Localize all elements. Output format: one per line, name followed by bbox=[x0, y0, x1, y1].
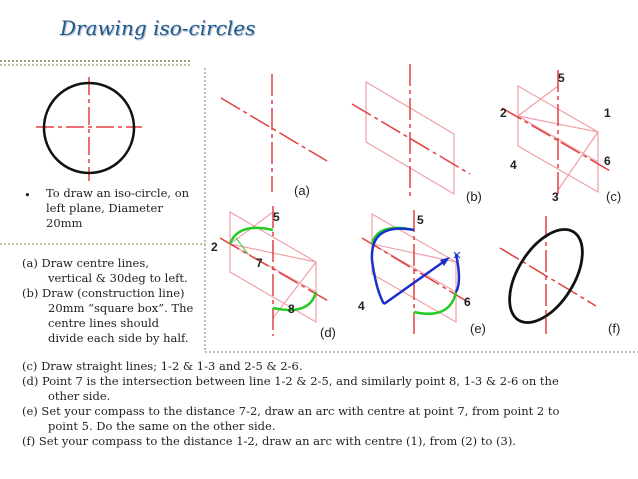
point-label: 4 bbox=[510, 158, 517, 172]
point-label: 5 bbox=[558, 71, 565, 85]
bullet-line: 20mm bbox=[46, 216, 83, 230]
point-label: 4 bbox=[358, 299, 365, 313]
figure-b bbox=[350, 62, 475, 202]
point-label: 2 bbox=[500, 106, 507, 120]
figure-d-label: (d) bbox=[320, 325, 336, 340]
point-label: 6 bbox=[464, 295, 471, 309]
point-label: 6 bbox=[604, 154, 611, 168]
figure-c bbox=[496, 66, 616, 196]
point-label: 1 bbox=[604, 106, 611, 120]
instruction-line: (c) Draw straight lines; 1-2 & 1-3 and 2-5 & 2-6. bbox=[22, 359, 303, 373]
figure-c-label: (c) bbox=[606, 189, 622, 204]
bullet-marker: • bbox=[24, 188, 31, 202]
steps-line: divide each side by half. bbox=[48, 331, 189, 345]
instruction-line: (e) Set your compass to the distance 7-2, draw an arc with centre at point 7, from point 2 to bbox=[22, 404, 560, 418]
instructions bbox=[22, 359, 632, 449]
point-label: 5 bbox=[273, 210, 280, 224]
figure-a-label: (a) bbox=[294, 183, 310, 198]
figure-f bbox=[498, 214, 598, 340]
instruction-line: point 5. Do the same on the other side. bbox=[48, 419, 276, 433]
steps-line: (b) Draw (construction line) bbox=[22, 286, 185, 300]
figure-e bbox=[360, 208, 470, 338]
steps-line: centre lines should bbox=[48, 316, 160, 330]
figure-e-label: (e) bbox=[470, 321, 486, 336]
point-label: 8 bbox=[288, 302, 295, 316]
point-label: 5 bbox=[417, 213, 424, 227]
figure-d bbox=[218, 204, 338, 344]
point-label: 2 bbox=[211, 240, 218, 254]
instruction-line: (f) Set your compass to the distance 1-2, draw an arc with centre (1), from (2) to (3). bbox=[22, 434, 516, 448]
circle-figure bbox=[28, 75, 150, 185]
point-label: 7 bbox=[256, 256, 263, 270]
steps-line: 20mm “square box”. The bbox=[48, 301, 194, 315]
bullet-line: left plane, Diameter bbox=[46, 201, 163, 215]
steps-line: (a) Draw centre lines, bbox=[22, 256, 149, 270]
figure-f-label: (f) bbox=[608, 321, 621, 336]
bullet-text bbox=[46, 186, 206, 231]
point-label: 3 bbox=[552, 190, 559, 204]
instruction-line: (d) Point 7 is the intersection between line 1-2 & 2-5, and similarly point 8, 1-3 & 2-6 on the bbox=[22, 374, 559, 388]
page-title: Drawing iso-circles bbox=[60, 16, 256, 40]
bullet-line: To draw an iso-circle, on bbox=[46, 186, 190, 200]
figure-a bbox=[215, 68, 335, 198]
instruction-line: other side. bbox=[48, 389, 111, 403]
steps-line: vertical & 30deg to left. bbox=[48, 271, 188, 285]
steps-box bbox=[22, 256, 212, 346]
figure-b-label: (b) bbox=[466, 189, 482, 204]
